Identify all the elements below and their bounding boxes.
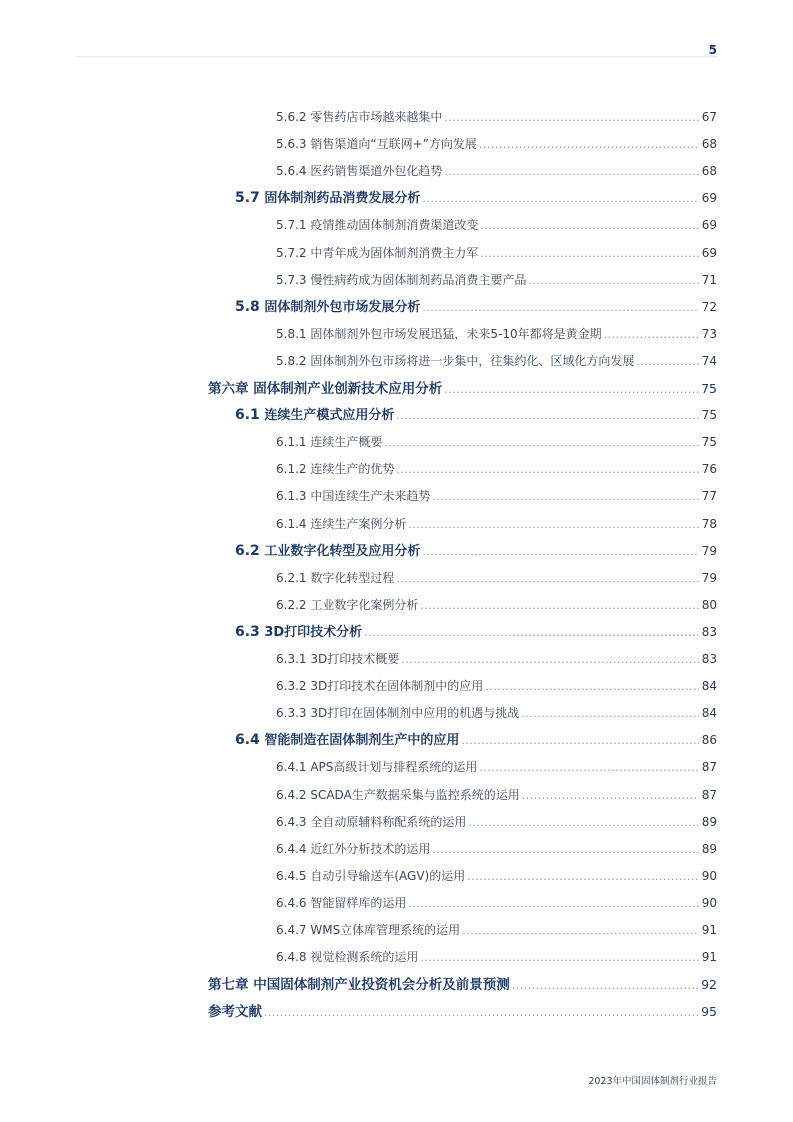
toc-entry-title: [276, 483, 430, 510]
toc-page-number: 69: [701, 245, 717, 260]
toc-entry-title: [235, 538, 420, 565]
toc-entry-sub[interactable]: [276, 456, 717, 483]
toc-entry-title: [208, 376, 442, 403]
toc-entry-sub[interactable]: [276, 240, 717, 267]
toc-entry-title: [276, 321, 602, 348]
toc-entry-title: [276, 104, 442, 131]
dot-leader: [444, 158, 698, 185]
toc-entry-title: [276, 348, 634, 375]
toc-entry-title: [235, 727, 459, 754]
toc-entry-title: [235, 185, 420, 212]
toc-page-number: 89: [701, 814, 717, 829]
toc-entry-text: 3D打印技术分析: [264, 624, 363, 640]
toc-page-number: 75: [701, 435, 717, 450]
toc-entry-sub[interactable]: [276, 131, 717, 158]
dot-leader: [408, 890, 698, 917]
toc-page-number: 90: [701, 895, 717, 910]
toc-entry-text: 智能制造在固体制剂生产中的应用: [264, 733, 460, 749]
toc-entry-chapter[interactable]: [208, 375, 717, 402]
dot-leader: [422, 538, 698, 565]
toc-entry-section[interactable]: [235, 619, 717, 646]
toc-entry-text: 连续生产模式应用分析: [264, 408, 395, 424]
toc-entry-title: [276, 565, 394, 592]
dot-leader: [462, 917, 699, 944]
toc-section-number: 6.2: [235, 542, 260, 559]
toc-entry-title: [276, 944, 418, 971]
toc-page-number: 95: [701, 1004, 717, 1020]
toc-entry-sub[interactable]: [276, 700, 717, 727]
dot-leader: [512, 972, 698, 999]
toc-entry-sub[interactable]: [276, 890, 717, 917]
toc-entry-title: [276, 673, 483, 700]
dot-leader: [432, 836, 698, 863]
toc-page-number: 83: [701, 652, 717, 666]
toc-section-number: 6.3: [235, 623, 260, 640]
dot-leader: [636, 348, 698, 375]
toc-entry-title: [208, 972, 510, 999]
dot-leader: [401, 646, 698, 673]
toc-entry-title: [276, 863, 465, 890]
dot-leader: [444, 376, 698, 403]
dot-leader: [264, 999, 698, 1026]
toc-page-number: 68: [701, 164, 717, 179]
toc-entry-text: 6.3.3 3D打印在固体制剂中应用的机遇与挑战: [276, 706, 520, 721]
dot-leader: [528, 267, 698, 294]
dot-leader: [479, 131, 699, 158]
dot-leader: [467, 863, 699, 890]
toc-entry-sub[interactable]: [276, 267, 717, 294]
toc-section-number: 5.8: [235, 298, 260, 315]
dot-leader: [480, 212, 698, 239]
toc-entry-text: 6.3.1 3D打印技术概要: [276, 652, 400, 666]
toc-page-number: 71: [701, 272, 717, 287]
toc-entry-text: 5.7.2 中青年成为固体制剂消费主力军: [276, 245, 479, 260]
toc-entry-text: 6.4.4 近红外分析技术的运用: [276, 841, 431, 856]
toc-entry-text: 6.4.2 SCADA生产数据采集与监控系统的运用: [276, 787, 520, 802]
toc-entry-title: [276, 700, 519, 727]
toc-entry-text: 6.1.1 连续生产概要: [276, 435, 383, 450]
toc-entry-text: 5.7.1 疫情推动固体制剂消费渠道改变: [276, 218, 479, 233]
toc-page-number: 74: [701, 353, 717, 368]
toc-entry-text: 参考文献: [208, 1004, 262, 1021]
toc-entry-title: [276, 212, 478, 239]
toc-entry-sub[interactable]: [276, 158, 717, 185]
toc-entry-sub[interactable]: [276, 782, 717, 809]
toc-page-number: 87: [701, 787, 717, 802]
toc-page-number: 90: [701, 868, 717, 883]
toc-entry-sub[interactable]: [276, 212, 717, 239]
toc-entry-chapter[interactable]: [208, 971, 717, 998]
toc-entry-text: 6.4.3 全自动原辅料称配系统的运用: [276, 814, 467, 829]
toc-page-number: 75: [701, 381, 717, 396]
toc-entry-sub[interactable]: [276, 809, 717, 836]
dot-leader: [422, 294, 698, 321]
toc-page-number: 91: [701, 923, 717, 937]
toc-entry-sub[interactable]: [276, 429, 717, 456]
toc-page-number: 79: [701, 543, 717, 558]
toc-entry-title: [235, 402, 394, 429]
dot-leader: [432, 483, 698, 510]
toc-entry-text: 第六章 固体制剂产业创新技术应用分析: [208, 381, 443, 397]
toc-entry-text: 固体制剂外包市场发展分析: [264, 299, 421, 315]
toc-entry-section[interactable]: [235, 538, 717, 565]
toc-entry-text: 5.6.3 销售渠道向“互联网+”方向发展: [276, 137, 477, 152]
dot-leader: [420, 592, 698, 619]
toc-entry-title: [276, 131, 477, 158]
dot-leader: [408, 511, 698, 538]
toc-entry-title: [276, 511, 406, 538]
toc-page-number: 79: [701, 570, 717, 585]
toc-section-number: 5.7: [235, 190, 260, 207]
toc-page-number: 91: [701, 950, 717, 965]
toc-entry-title: [276, 429, 382, 456]
toc-entry-text: 5.6.2 零售药店市场越来越集中: [276, 110, 443, 124]
toc-entry-text: 5.6.4 医药销售渠道外包化趋势: [276, 164, 443, 179]
toc-page-number: 86: [701, 733, 717, 748]
toc-page-number: 89: [701, 841, 717, 856]
dot-leader: [396, 565, 698, 592]
dot-leader: [461, 727, 698, 754]
dot-leader: [521, 700, 698, 727]
toc-entry-sub[interactable]: [276, 917, 717, 944]
dot-leader: [604, 321, 699, 348]
toc-entry-text: 5.8.1 固体制剂外包市场发展迅猛，未来5-10年都将是黄金期: [276, 326, 602, 341]
toc-entry-sub[interactable]: [276, 321, 717, 348]
toc-entry-text: 6.1.2 连续生产的优势: [276, 462, 395, 477]
toc-entry-sub[interactable]: [276, 944, 717, 971]
toc-entry-text: 6.4.5 自动引导输送车(AGV)的运用: [276, 868, 466, 883]
toc-entry-title: [208, 999, 262, 1026]
toc-entry-title: [276, 240, 478, 267]
toc-entry-title: [276, 809, 466, 836]
toc-entry-title: [276, 456, 394, 483]
toc-entry-title: [276, 917, 460, 944]
dot-leader: [444, 104, 698, 131]
toc-entry-sub[interactable]: [276, 646, 717, 673]
toc-entry-sub[interactable]: [276, 104, 717, 131]
toc-entry-text: 6.3.2 3D打印技术在固体制剂中的应用: [276, 679, 484, 694]
toc-page-number: 84: [701, 679, 717, 694]
dot-leader: [422, 185, 698, 212]
toc-page-number: 80: [701, 597, 717, 612]
dot-leader: [396, 456, 698, 483]
toc-page-number: 78: [701, 516, 717, 531]
header-rule: [76, 56, 718, 57]
toc-entry-sub[interactable]: [276, 565, 717, 592]
toc-entry-title: [276, 890, 406, 917]
toc-page-number: 77: [701, 489, 717, 504]
dot-leader: [384, 429, 698, 456]
toc-page-number: 69: [701, 191, 717, 206]
toc-page-number: 87: [701, 760, 717, 775]
toc-page-number: 72: [701, 299, 717, 314]
toc-entry-text: 6.4.1 APS高级计划与排程系统的运用: [276, 760, 478, 775]
toc-entry-sub[interactable]: [276, 483, 717, 510]
toc-entry-text: 5.8.2 固体制剂外包市场将进一步集中，往集约化、区域化方向发展: [276, 353, 635, 368]
toc-entry-title: [276, 782, 520, 809]
dot-leader: [396, 402, 698, 429]
toc-entry-text: 6.1.4 连续生产案例分析: [276, 516, 407, 531]
dot-leader: [522, 782, 699, 809]
toc-entry-sub[interactable]: [276, 348, 717, 375]
toc-section-number: 6.1: [235, 407, 260, 424]
toc-entry-text: 6.4.7 WMS立体库管理系统的运用: [276, 923, 461, 937]
toc-page-number: 76: [701, 462, 717, 477]
toc-entry-text: 6.4.6 智能留样库的运用: [276, 895, 407, 910]
toc-entry-text: 第七章 中国固体制剂产业投资机会分析及前景预测: [208, 977, 510, 994]
toc-entry-title: [276, 836, 430, 863]
toc-entry-title: [235, 294, 420, 321]
dot-leader: [420, 944, 698, 971]
toc-entry-sub[interactable]: [276, 754, 717, 781]
toc-entry-text: 5.7.3 慢性病药成为固体制剂药品消费主要产品: [276, 272, 527, 287]
toc-entry-text: 6.2.1 数字化转型过程: [276, 570, 395, 585]
toc-entry-section[interactable]: [235, 402, 717, 429]
toc-entry-title: [276, 267, 526, 294]
footer-report-title: 2023年中国固体制剂行业报告: [588, 1076, 717, 1087]
toc-entry-text: 工业数字化转型及应用分析: [264, 543, 421, 559]
toc-entry-text: 6.1.3 中国连续生产未来趋势: [276, 489, 431, 504]
dot-leader: [364, 619, 699, 646]
toc-entry-text: 固体制剂药品消费发展分析: [264, 191, 421, 207]
toc-entry-text: 6.2.2 工业数字化案例分析: [276, 597, 419, 612]
toc-entry-title: [235, 619, 362, 646]
toc-page-number: 67: [701, 110, 717, 124]
toc-entry-sub[interactable]: [276, 863, 717, 890]
toc-entry-sub[interactable]: [276, 673, 717, 700]
toc-entry-sub[interactable]: [276, 836, 717, 863]
toc-entry-section[interactable]: [235, 727, 717, 754]
toc-entry-title: [276, 646, 399, 673]
toc-section-number: 6.4: [235, 732, 260, 749]
toc-entry-title: [276, 754, 477, 781]
dot-leader: [468, 809, 698, 836]
toc-page-number: 84: [701, 706, 717, 721]
toc-page-number: 68: [701, 137, 717, 152]
toc-entry-sub[interactable]: [276, 511, 717, 538]
toc-entry-text: 6.4.8 视觉检测系统的运用: [276, 950, 419, 965]
toc-page-number: 73: [701, 326, 717, 341]
toc-entry-section[interactable]: [235, 294, 717, 321]
dot-leader: [485, 673, 698, 700]
dot-leader: [480, 240, 698, 267]
toc-entry-title: [276, 158, 442, 185]
dot-leader: [479, 754, 698, 781]
toc-entry-sub[interactable]: [276, 592, 717, 619]
toc-entry-section[interactable]: [235, 185, 717, 212]
toc-page-number: 92: [701, 977, 717, 993]
toc-entry-title: [276, 592, 418, 619]
toc-page-number: 69: [701, 218, 717, 233]
toc-page-number: 75: [701, 408, 717, 423]
toc-entry-chapter[interactable]: [208, 998, 717, 1025]
page-number: 5: [708, 43, 717, 57]
toc-page-number: 83: [701, 624, 717, 639]
